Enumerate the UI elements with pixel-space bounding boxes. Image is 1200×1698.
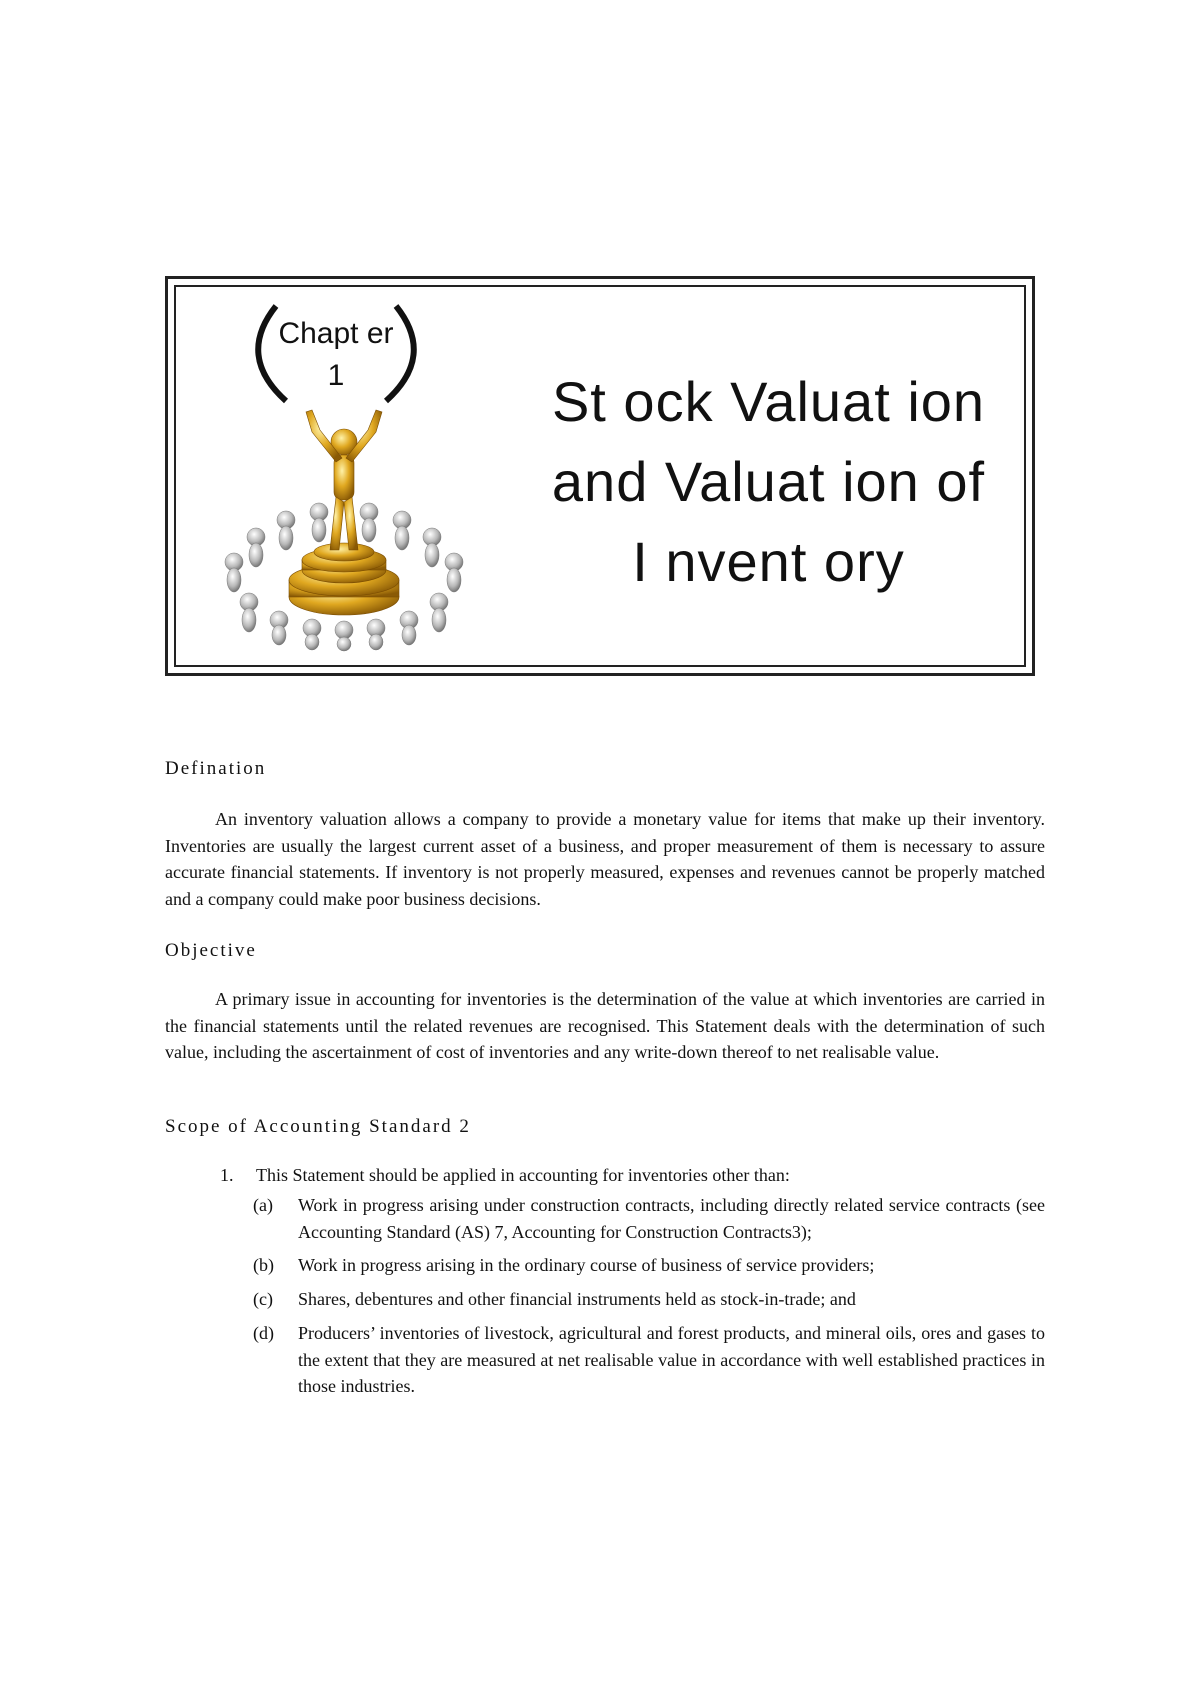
chapter-header-box — [165, 276, 1035, 676]
scope-sub-item — [253, 1286, 1045, 1313]
definition-heading: Defination — [165, 758, 267, 779]
chapter-title-line: St ock Valuat ion — [551, 370, 986, 433]
scope-sub-item — [253, 1252, 1045, 1279]
sub-item-label: (c) — [253, 1289, 273, 1309]
chapter-title-line: I nvent ory — [632, 530, 905, 593]
sub-item-label: (d) — [253, 1323, 274, 1343]
sub-item-text: Producers’ inventories of livestock, agricultural and forest products, and mineral oils, ores and gases to the extent that they are measured at net realisable value in accordance with well established practices in those industries. — [298, 1323, 1045, 1396]
scope-list-item — [220, 1162, 1050, 1189]
list-item-number: 1. — [220, 1165, 234, 1185]
chapter-title-line: and Valuat ion of — [551, 450, 986, 513]
scope-heading: Scope of Accounting Standard 2 — [165, 1116, 471, 1137]
objective-paragraph: A primary issue in accounting for inventories is the determination of the value at which inventories are carried in the financial statements until the related revenues are recognised. This Statement deals with the determination of such value, including the ascertainment of cost of inventories and any write-down thereof to net realisable value. — [165, 989, 1045, 1062]
sub-item-text: Work in progress arising in the ordinary course of business of service providers; — [298, 1255, 875, 1275]
sub-item-label: (a) — [253, 1195, 273, 1215]
sub-item-text: Shares, debentures and other financial instruments held as stock-in-trade; and — [298, 1289, 856, 1309]
gold-figure-illustration — [194, 402, 494, 652]
sub-item-text: Work in progress arising under construction contracts, including directly related service contracts (see Accounting Standard (AS) 7, Accounting for Construction Contracts3); — [298, 1195, 1045, 1242]
gold-pedestal — [289, 543, 399, 615]
chapter-header-inner-border — [174, 285, 1026, 667]
chapter-label: Chapt er — [278, 317, 394, 350]
objective-heading: Objective — [165, 940, 257, 961]
sub-item-label: (b) — [253, 1255, 274, 1275]
scope-sub-item — [253, 1320, 1045, 1400]
chapter-title — [511, 362, 1026, 602]
list-item-text: This Statement should be applied in accounting for inventories other than: — [256, 1165, 790, 1185]
scope-sub-item — [253, 1192, 1045, 1245]
chapter-number: 1 — [327, 359, 345, 392]
definition-paragraph: An inventory valuation allows a company to provide a monetary value for items that make up their inventory. Inventories are usually the largest current asset of a business, and proper measurement of them is necessary to assure accurate financial statements. If inventory is not properly measured, expenses and revenues cannot be properly matched and a company could make poor business decisions. — [165, 809, 1045, 909]
